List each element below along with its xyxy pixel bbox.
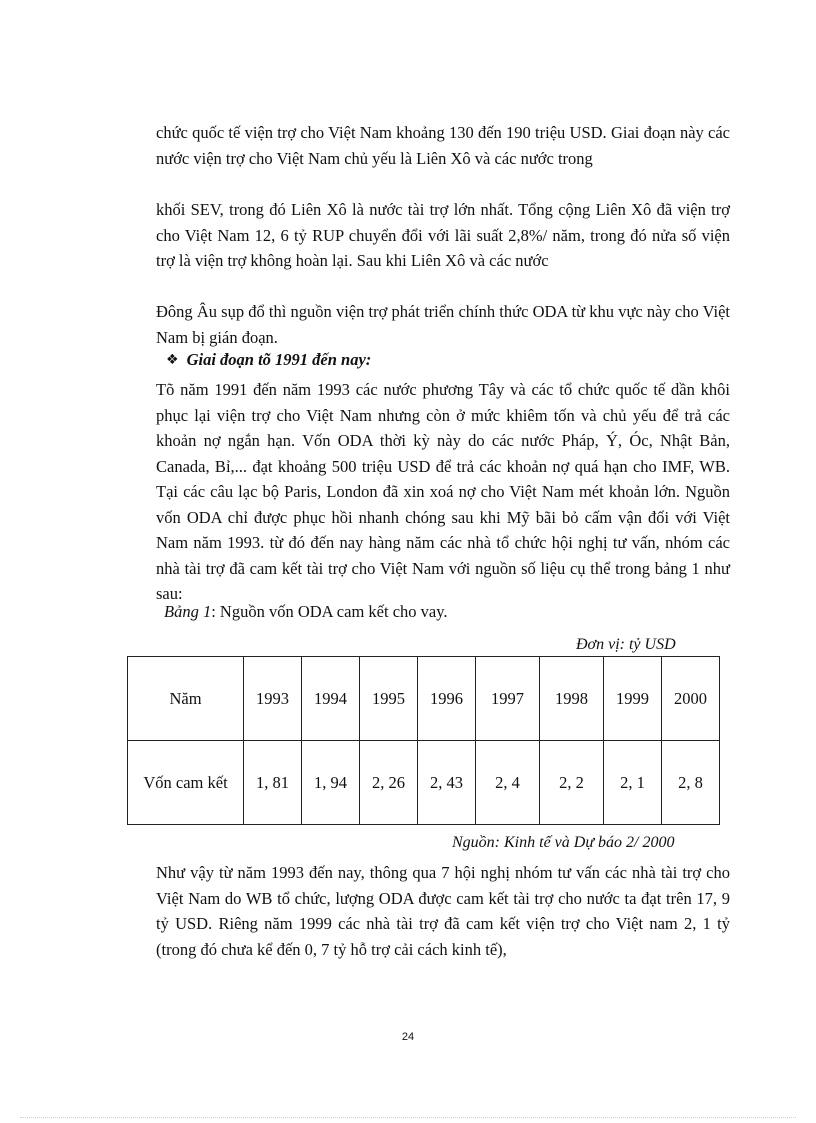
page-bottom-divider [20,1117,796,1118]
section-heading [166,350,371,370]
year-cell: 1995 [360,657,418,741]
paragraph-4: Tõ năm 1991 đến năm 1993 các nước phương Tây và các tổ chức quốc tế dần khôi phục lại viện trợ cho Việt Nam nhưng còn ở mức khiêm tốn và chủ yếu để trả các khoản nợ ngắn hạn. Vốn ODA thời kỳ này do các nước Pháp, Ý, Óc, Nhật Bản, Canada, Bỉ,... đạt khoảng 500 triệu USD để trả các khoản nợ quá hạn cho IMF, WB. Tại các câu lạc bộ Paris, London đã xin xoá nợ cho Việt Nam mét khoản lớn. Nguồn vốn ODA chỉ được phục hồi nhanh chóng sau khi Mỹ bãi bỏ cấm vận đối với Việt Nam năm 1993. từ đó đến nay hàng năm các nhà tổ chức hội nghị tư vấn, nhóm các nhà tài trợ đã cam kết tài trợ cho Việt Nam với nguồn số liệu cụ thể trong bảng 1 như sau: [156,380,730,603]
year-cell: 1998 [540,657,604,741]
row-label-commitment: Vốn cam kết [128,741,244,825]
year-cell: 1994 [302,657,360,741]
year-cell: 1999 [604,657,662,741]
table-row-values [128,741,720,825]
oda-table [127,656,720,825]
year-cell: 1997 [476,657,540,741]
value-cell: 2, 8 [662,741,720,825]
paragraph-5: Như vậy từ năm 1993 đến nay, thông qua 7 hội nghị nhóm tư vấn các nhà tài trợ cho Việt Nam do WB tổ chức, lượng ODA được cam kết tài trợ cho nước ta đạt trên 17, 9 tỷ USD. Riêng năm 1999 các nhà tài trợ đã cam kết viện trợ cho Việt nam 2, 1 tỷ (trong đó chưa kể đến 0, 7 tỷ hỗ trợ cải cách kinh tế), [156,863,730,959]
diamond-bullet-icon: ❖ [166,352,179,368]
section-heading-text: Giai đoạn tõ 1991 đến nay: [186,350,372,369]
year-cell: 1996 [418,657,476,741]
paragraph-2: khối SEV, trong đó Liên Xô là nước tài trợ lớn nhất. Tổng cộng Liên Xô đã viện trợ cho Việt Nam 12, 6 tỷ RUP chuyển đổi với lãi suất 2,8%/ năm, trong đó nửa số viện trợ là viện trợ không hoàn lại. Sau khi Liên Xô và các nước [156,200,730,270]
table-caption-text: : Nguồn vốn ODA cam kết cho vay. [211,602,448,621]
table-unit: Đơn vị: tỷ USD [576,636,676,653]
paragraph-1: chức quốc tế viện trợ cho Việt Nam khoảng 130 đến 190 triệu USD. Giai đoạn này các nước viện trợ cho Việt Nam chủ yếu là Liên Xô và các nước trong [156,123,730,168]
page-number: 24 [401,1031,415,1043]
value-cell: 2, 26 [360,741,418,825]
value-cell: 1, 94 [302,741,360,825]
table-row-years [128,657,720,741]
year-cell: 1993 [244,657,302,741]
table-caption [164,602,448,622]
value-cell: 2, 43 [418,741,476,825]
value-cell: 2, 4 [476,741,540,825]
table-caption-label: Bảng 1 [164,602,212,621]
row-label-year: Năm [128,657,244,741]
paragraph-3: Đông Âu sụp đổ thì nguồn viện trợ phát triển chính thức ODA từ khu vực này cho Việt Nam bị gián đoạn. [156,302,730,347]
value-cell: 2, 2 [540,741,604,825]
year-cell: 2000 [662,657,720,741]
value-cell: 2, 1 [604,741,662,825]
value-cell: 1, 81 [244,741,302,825]
table-source: Nguồn: Kinh tế và Dự báo 2/ 2000 [452,834,675,851]
